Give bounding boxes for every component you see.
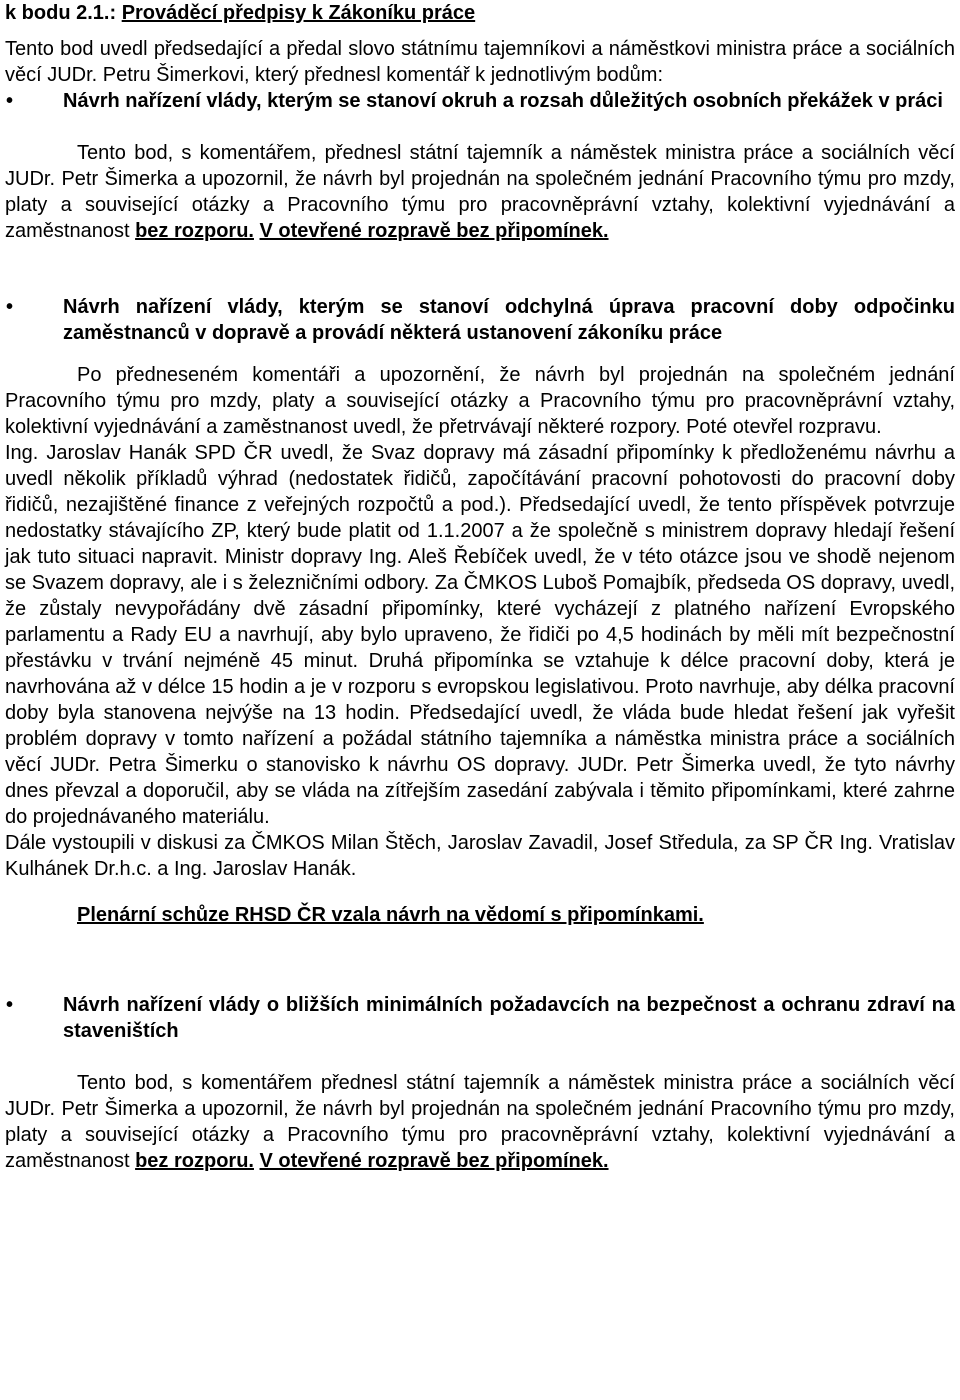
agenda-item-body [5, 140, 955, 244]
agenda-item-paragraph: Po předneseném komentáři a upozornění, že návrh byl projednán na společném jednání Pracovního týmu pro mzdy, platy a související otázky a Pracovního týmu pro pracovněprávní vztahy, kolektivní vyjednávání a zaměstnanost uvedl, že přetrvávají některé rozpory. Poté otevřel rozpravu. [5, 364, 955, 438]
agenda-item-title: Návrh nařízení vlády, kterým se stanoví odchylná úprava pracovní doby odpočinku zaměstnanců v dopravě a provádí některá ustanovení zákoníku práce [63, 296, 955, 344]
agenda-item-paragraph: Ing. Jaroslav Hanák SPD ČR uvedl, že Svaz dopravy má zásadní připomínky k předloženému návrhu a uvedl několik příkladů výhrad (nedostatek řidičů, započítávání pracovní pohotovosti do pracovní doby řidičů, nezajištěné finance z veřejných rozpočtů a pod.). Předsedající uvedl, že tento příspěvek potvrzuje nedostatky stávajícího ZP, který bude platit od 1.1.2007 a že společně s ministrem dopravy hledají řešení jak tuto situaci napravit. Ministr dopravy Ing. Aleš Řebíček uvedl, že v této otázce jsou ve shodě nejenom se Svazem dopravy, ale i s železničními odbory. Za ČMKOS Luboš Pomajbík, předseda OS dopravy, uvedl, že zůstaly nevypořádány dvě zásadní připomínky, které vycházejí z platného nařízení Evropského parlamentu a Rady EU a navrhují, aby bylo upraveno, že řidiči po 4,5 hodinách by měli mít bezpečnostní přestávku v trvání nejméně 45 minut. Druhá připomínka se vztahuje k délce pracovní doby, která je navrhována až v délce 15 hodin a je v rozporu s evropskou legislativou. Proto navrhuje, aby délka pracovní doby byla stanovena nejvýše na 13 hodin. Předsedající uvedl, že vláda bude hledat řešení jak vyřešit problém dopravy v tomto nařízení a požádal státního tajemníka a náměstka ministra práce a sociálních věcí JUDr. Petra Šimerku o stanovisko k návrhu OS dopravy. JUDr. Petr Šimerka uvedl, že tyto návrhy dnes převzal a doporučil, aby se vláda na zítřejším zasedání zabývala i těmito připomínkami, které zahrne do projednávaného materiálu. [5, 442, 955, 828]
result-no-comments: V otevřené rozpravě bez připomínek. [259, 1150, 609, 1172]
intro-paragraph: Tento bod uvedl předsedající a předal slovo státnímu tajemníkovi a náměstkovi ministra práce a sociálních věcí JUDr. Petru Šimerkovi, který přednesl komentář k jednotlivým bodům: [5, 38, 955, 86]
bullet-icon: • [6, 90, 14, 112]
result-no-dispute: bez rozporu. [135, 1150, 254, 1172]
result-no-comments: V otevřené rozpravě bez připomínek. [259, 220, 609, 242]
section-title: Prováděcí předpisy k Zákoníku práce [121, 2, 476, 24]
result-no-dispute: bez rozporu. [135, 220, 254, 242]
agenda-item-paragraph: Dále vystoupili v diskusi za ČMKOS Milan Štěch, Jaroslav Zavadil, Josef Středula, za SP ČR Ing. Vratislav Kulhánek Dr.h.c. a Ing. Jaroslav Hanák. [5, 832, 955, 880]
agenda-item-title: Návrh nařízení vlády, kterým se stanoví okruh a rozsah důležitých osobních překážek v práci [63, 90, 943, 112]
agenda-item-2 [5, 294, 955, 346]
body-text: Tento bod, s komentářem přednesl státní tajemník a náměstek ministra práce a sociálních věcí JUDr. Petr Šimerka a upozornil, že návrh byl projednán na společném jednání Pracovního týmu pro mzdy, platy a související otázky a Pracovního týmu pro pracovněprávní vztahy, kolektivní vyjednávání a zaměstnanost [5, 1072, 955, 1172]
agenda-item-1 [5, 88, 955, 114]
bullet-icon: • [6, 994, 14, 1016]
bullet-icon: • [6, 296, 14, 318]
agenda-item-conclusion: Plenární schůze RHSD ČR vzala návrh na vědomí s připomínkami. [77, 904, 704, 926]
section-prefix: k bodu 2.1.: [5, 2, 117, 24]
agenda-item-body [5, 1070, 955, 1174]
section-heading [5, 0, 955, 26]
agenda-item-title: Návrh nařízení vlády o bližších minimálních požadavcích na bezpečnost a ochranu zdraví na staveništích [63, 994, 955, 1042]
agenda-item-3 [5, 992, 955, 1044]
body-text: Tento bod, s komentářem, přednesl státní tajemník a náměstek ministra práce a sociálních věcí JUDr. Petr Šimerka a upozornil, že návrh byl projednán na společném jednání Pracovního týmu pro mzdy, platy a související otázky a Pracovního týmu pro pracovněprávní vztahy, kolektivní vyjednávání a zaměstnanost [5, 142, 955, 242]
